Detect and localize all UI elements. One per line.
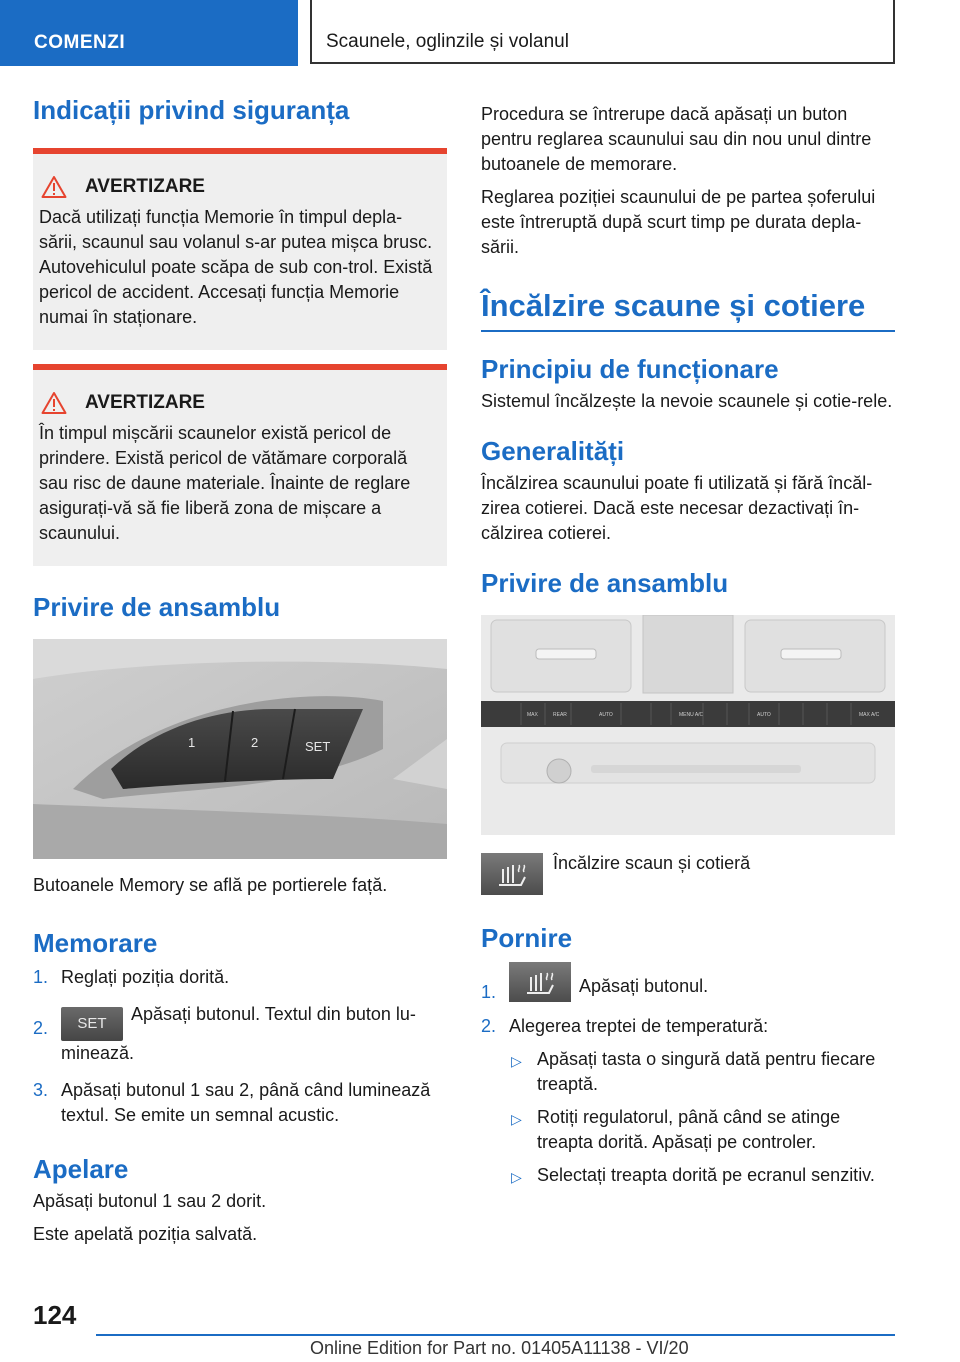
panel-label: REAR xyxy=(553,712,567,718)
photo-button-set: SET xyxy=(305,739,331,754)
set-button-icon: SET xyxy=(61,1007,123,1041)
sub-steps xyxy=(509,1047,895,1188)
title-underline xyxy=(481,330,895,332)
page-number: 124 xyxy=(33,1300,77,1330)
recall-text-1: Apăsați butonul 1 sau 2 dorit. xyxy=(33,1191,267,1211)
left-column xyxy=(33,95,447,1247)
memorize-title: Memorare xyxy=(33,928,158,958)
seat-heating-icon xyxy=(481,853,543,895)
sub-list-item: ▷ Selectați treapta dorită pe ecranul senzitiv. xyxy=(511,1165,875,1185)
safety-title: Indicații privind siguranța xyxy=(33,95,350,125)
list-item: 1. Apăsați butonul. xyxy=(481,962,895,1002)
photo-button-1: 1 xyxy=(188,735,196,750)
driver-seat-text: Reglarea poziției scaunului de pe partea șoferului este întreruptă după scurt timp pe durata depla-sării. xyxy=(481,187,876,257)
panel-label: MENU A/C xyxy=(679,712,704,718)
list-item: 2. SET Apăsați butonul. Textul din buton lu-minează. xyxy=(33,1004,416,1063)
panel-label: MAX xyxy=(527,712,538,718)
principle-title: Principiu de funcționare xyxy=(481,354,779,384)
recall-text-2: Este apelată poziția salvată. xyxy=(33,1224,258,1244)
seat-heating-button-icon xyxy=(509,962,571,1002)
start-steps xyxy=(481,962,895,1188)
memory-buttons-photo xyxy=(33,639,447,859)
climate-panel-illustration xyxy=(481,615,895,835)
climate-panel-photo xyxy=(481,615,895,835)
warning-triangle-icon xyxy=(41,391,67,415)
warning-box-2 xyxy=(33,364,447,566)
panel-label: AUTO xyxy=(599,712,613,718)
list-item: 1. Reglați poziția dorită. xyxy=(33,967,230,987)
sub-list-item: ▷ Rotiți regulatorul, până când se atinge treapta dorită. Apăsați pe controler. xyxy=(511,1107,841,1152)
warning-label: AVERTIZARE xyxy=(85,176,205,197)
start-title: Pornire xyxy=(481,923,573,953)
warning-box-1 xyxy=(33,148,447,350)
memorize-steps xyxy=(33,965,447,1128)
warning-label: AVERTIZARE xyxy=(85,392,205,413)
list-item: 3. Apăsați butonul 1 sau 2, până când luminează textul. Se emite un semnal acustic. xyxy=(33,1080,431,1125)
photo-button-2: 2 xyxy=(251,735,259,750)
section-tab: COMENZI xyxy=(0,0,298,66)
chapter-title: Scaunele, oglinzile și volanul xyxy=(310,0,895,64)
warning-triangle-icon xyxy=(41,175,67,199)
general-title: Generalități xyxy=(481,436,625,466)
recall-title: Apelare xyxy=(33,1154,129,1184)
door-panel-illustration xyxy=(33,639,447,859)
panel-label: MAX A/C xyxy=(859,712,880,718)
sub-list-item: ▷ Apăsați tasta o singură dată pentru fiecare treaptă. xyxy=(511,1049,876,1094)
principle-text: Sistemul încălzește la nevoie scaunele și cotie-rele. xyxy=(481,391,893,411)
interrupt-text: Procedura se întrerupe dacă apăsați un buton pentru reglarea scaunului sau din nou unul dintre butoanele de memorare. xyxy=(481,104,872,174)
icon-caption: Încălzire scaun și cotieră xyxy=(553,853,751,873)
warning-text: În timpul mișcării scaunelor există pericol de prindere. Există pericol de vătămare corporală sau risc de daune materiale. Înainte de reglare asigurați-vă să fie liberă zona de mișcare a scaunului. xyxy=(39,423,411,543)
footer-rule xyxy=(96,1334,895,1336)
general-text: Încălzirea scaunului poate fi utilizată și fără încăl-zirea cotierei. Dacă este necesar dezactivați în-călzirea cotierei. xyxy=(481,473,873,543)
right-column xyxy=(481,102,895,1188)
panel-label: AUTO xyxy=(757,712,771,718)
overview-title-right: Privire de ansamblu xyxy=(481,568,729,598)
overview-title: Privire de ansamblu xyxy=(33,592,281,622)
photo-caption: Butoanele Memory se află pe portierele față. xyxy=(33,875,388,895)
list-item: 2. Alegerea treptei de temperatură: ▷ Apăsați tasta o singură dată pentru fiecare treaptă. ▷ Rotiți regulatorul, până când se atinge treapta dorită. Apăsați pe controler. ▷ Selectați treapta dorită pe ecranul senzitiv. xyxy=(481,1014,895,1188)
heating-title: Încălzire scaune și cotiere xyxy=(481,288,866,323)
edition-text: Online Edition for Part no. 01405A11138 - VI/20 xyxy=(310,1338,689,1358)
icon-legend xyxy=(481,853,895,895)
warning-text: Dacă utilizați funcția Memorie în timpul depla-sării, scaunul sau volanul s-ar putea mișca brusc. Autovehiculul poate scăpa de sub con-trol. Există pericol de accident. Accesați funcția Memorie numai în staționare. xyxy=(39,207,433,327)
